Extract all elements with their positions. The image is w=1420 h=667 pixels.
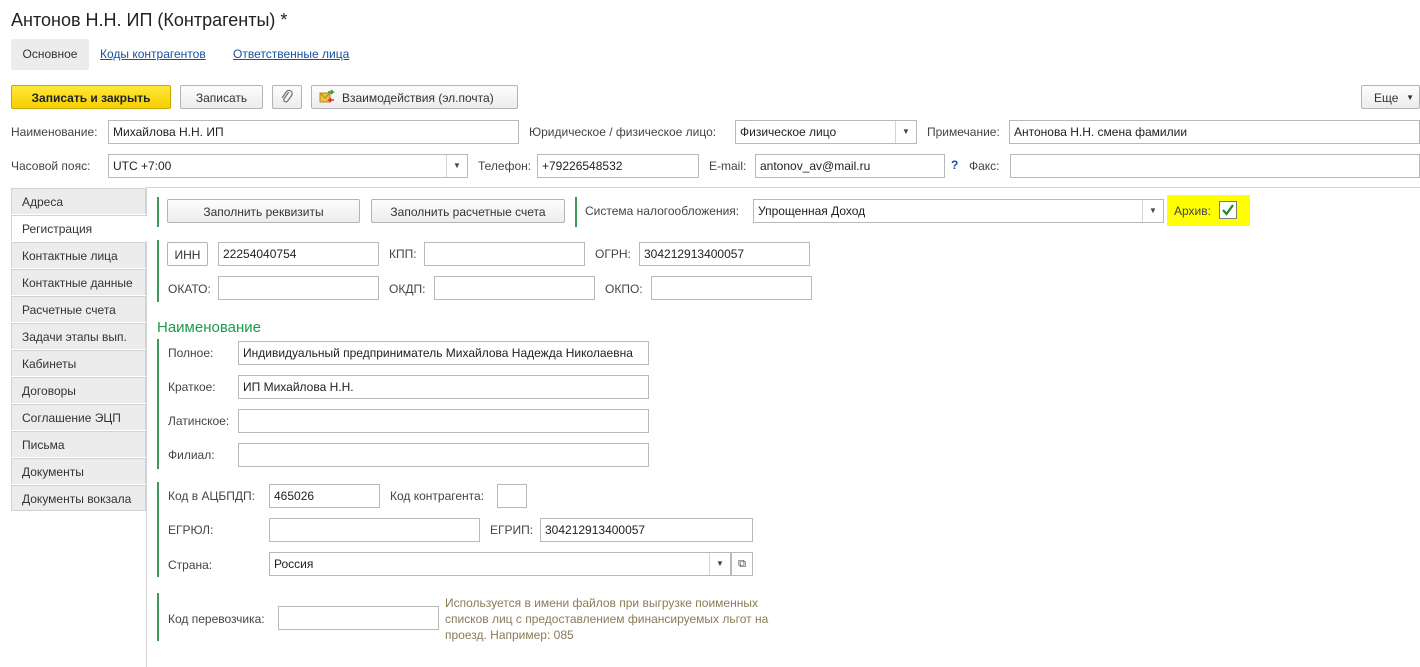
branch-field[interactable] xyxy=(238,443,649,467)
sidebar-item-cabinets[interactable]: Кабинеты xyxy=(11,350,146,376)
country-label: Страна: xyxy=(168,558,213,572)
inn-button[interactable]: ИНН xyxy=(167,242,208,266)
interactions-email-button[interactable] xyxy=(311,85,518,109)
note-label: Примечание: xyxy=(927,125,1000,139)
timezone-select[interactable] xyxy=(108,154,468,178)
fill-accounts-button[interactable]: Заполнить расчетные счета xyxy=(371,199,565,223)
phone-label: Телефон: xyxy=(478,159,532,173)
entity-type-value: Физическое лицо xyxy=(740,125,837,139)
email-label: E-mail: xyxy=(709,159,747,173)
okdp-label: ОКДП: xyxy=(389,282,426,296)
save-button[interactable]: Записать xyxy=(180,85,263,109)
name-field[interactable]: Михайлова Н.Н. ИП xyxy=(108,120,519,144)
tax-system-label: Система налогообложения: xyxy=(585,204,740,218)
sidebar-item-contact-data[interactable]: Контактные данные xyxy=(11,269,146,295)
timezone-label: Часовой пояс: xyxy=(11,159,91,173)
full-name-label: Полное: xyxy=(168,346,214,360)
carrier-code-hint: Используется в имени файлов при выгрузке поименных списков лиц с предоставлением финансируемых льгот на проезд. Например: 085 xyxy=(445,596,769,642)
email-field[interactable]: antonov_av@mail.ru xyxy=(755,154,945,178)
archive-checkbox[interactable] xyxy=(1219,201,1237,219)
egrip-label: ЕГРИП: xyxy=(490,523,534,537)
sidebar-item-registration[interactable]: Регистрация xyxy=(11,215,147,241)
tab-responsible-persons[interactable]: Ответственные лица xyxy=(233,47,350,61)
egrip-field[interactable]: 304212913400057 xyxy=(540,518,753,542)
country-open-button[interactable] xyxy=(731,552,753,576)
sidebar-item-letters[interactable]: Письма xyxy=(11,431,146,457)
okpo-field[interactable] xyxy=(651,276,812,300)
latin-name-field[interactable] xyxy=(238,409,649,433)
name-label: Наименование: xyxy=(11,125,98,139)
archive-label: Архив: xyxy=(1174,204,1211,218)
paperclip-icon xyxy=(279,89,295,105)
fax-label: Факс: xyxy=(969,159,1000,173)
ogrn-field[interactable]: 304212913400057 xyxy=(639,242,810,266)
interactions-icon xyxy=(318,89,336,105)
kpp-label: КПП: xyxy=(389,247,417,261)
entity-type-select[interactable] xyxy=(735,120,917,144)
okato-label: ОКАТО: xyxy=(168,282,211,296)
short-name-field[interactable]: ИП Михайлова Н.Н. xyxy=(238,375,649,399)
fill-requisites-button[interactable]: Заполнить реквизиты xyxy=(167,199,360,223)
tax-system-value: Упрощенная Доход xyxy=(758,204,866,218)
acbpdp-code-label: Код в АЦБПДП: xyxy=(168,489,255,503)
tax-system-select[interactable] xyxy=(753,199,1164,223)
chevron-down-icon: ▼ xyxy=(1406,93,1414,102)
group-bar xyxy=(157,482,159,577)
phone-field[interactable]: +79226548532 xyxy=(537,154,699,178)
group-bar xyxy=(157,197,159,227)
contractor-code-field[interactable] xyxy=(497,484,527,508)
content-top-border xyxy=(146,187,1420,188)
group-bar xyxy=(575,197,577,227)
chevron-down-icon[interactable]: ▼ xyxy=(709,553,730,575)
content-left-border xyxy=(146,187,147,667)
interactions-label: Взаимодействия (эл.почта) xyxy=(342,91,494,105)
branch-label: Филиал: xyxy=(168,448,215,462)
tab-main[interactable]: Основное xyxy=(11,39,89,70)
okato-field[interactable] xyxy=(218,276,379,300)
checkmark-icon xyxy=(1220,202,1236,218)
tab-contractor-codes[interactable]: Коды контрагентов xyxy=(100,47,206,61)
sidebar-item-contracts[interactable]: Договоры xyxy=(11,377,146,403)
group-bar xyxy=(157,339,159,469)
sidebar-item-tasks[interactable]: Задачи этапы вып. xyxy=(11,323,146,349)
fax-field[interactable] xyxy=(1010,154,1420,178)
help-icon[interactable]: ? xyxy=(951,158,959,172)
timezone-value: UTC +7:00 xyxy=(113,159,172,173)
egrul-field[interactable] xyxy=(269,518,480,542)
save-and-close-button[interactable]: Записать и закрыть xyxy=(11,85,171,109)
open-window-icon: ⧉ xyxy=(732,553,752,575)
sidebar-item-contact-persons[interactable]: Контактные лица xyxy=(11,242,146,268)
more-label: Еще xyxy=(1374,91,1399,105)
acbpdp-code-field[interactable]: 465026 xyxy=(269,484,380,508)
group-bar xyxy=(157,593,159,641)
carrier-code-field[interactable] xyxy=(278,606,439,630)
okdp-field[interactable] xyxy=(434,276,595,300)
note-field[interactable]: Антонова Н.Н. смена фамилии xyxy=(1009,120,1420,144)
carrier-code-label: Код перевозчика: xyxy=(168,612,265,626)
attach-button[interactable] xyxy=(272,85,302,109)
chevron-down-icon[interactable]: ▼ xyxy=(446,155,467,177)
country-value: Россия xyxy=(274,557,314,571)
ogrn-label: ОГРН: xyxy=(595,247,631,261)
sidebar-item-eds-agreement[interactable]: Соглашение ЭЦП xyxy=(11,404,146,430)
okpo-label: ОКПО: xyxy=(605,282,643,296)
kpp-field[interactable] xyxy=(424,242,585,266)
inn-field[interactable]: 22254040754 xyxy=(218,242,379,266)
egrul-label: ЕГРЮЛ: xyxy=(168,523,214,537)
country-select[interactable] xyxy=(269,552,731,576)
sidebar-item-station-documents[interactable]: Документы вокзала xyxy=(11,485,146,511)
full-name-field[interactable]: Индивидуальный предприниматель Михайлова Надежда Николаевна xyxy=(238,341,649,365)
sidebar-item-addresses[interactable]: Адреса xyxy=(11,188,146,214)
sidebar-item-documents[interactable]: Документы xyxy=(11,458,146,484)
more-button[interactable] xyxy=(1361,85,1420,109)
group-bar xyxy=(157,240,159,302)
short-name-label: Краткое: xyxy=(168,380,216,394)
naming-section-title: Наименование xyxy=(157,319,261,336)
sidebar-item-bank-accounts[interactable]: Расчетные счета xyxy=(11,296,146,322)
window-title: Антонов Н.Н. ИП (Контрагенты) * xyxy=(11,10,288,30)
chevron-down-icon[interactable]: ▼ xyxy=(895,121,916,143)
latin-name-label: Латинское: xyxy=(168,414,230,428)
contractor-code-label: Код контрагента: xyxy=(390,489,485,503)
chevron-down-icon[interactable]: ▼ xyxy=(1142,200,1163,222)
entity-type-label: Юридическое / физическое лицо: xyxy=(529,125,717,139)
